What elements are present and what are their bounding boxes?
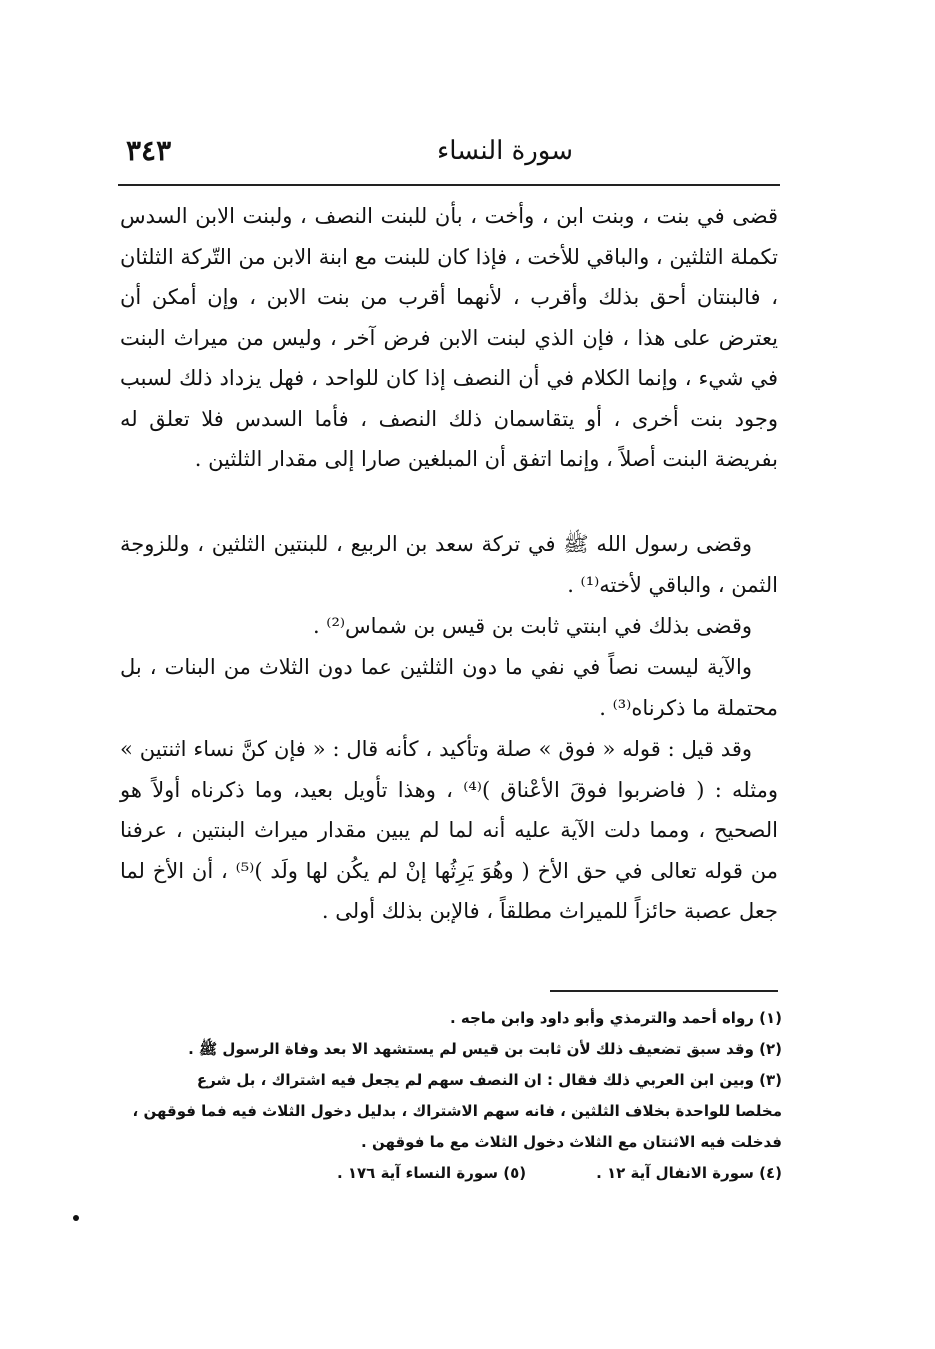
- footnote-divider: [550, 990, 778, 992]
- footnote-5: (٥) سورة النساء آية ١٧٦ .: [336, 1164, 527, 1182]
- footnote-3-line: (٣) وبين ابن العربي ذلك فقال : ان النصف سهم لم يجعل فيه اشتراك ، بل شرع: [196, 1071, 782, 1089]
- paragraph: والآية ليست نصاً في نفي ما دون الثلثين عما دون الثلاث من البنات ، بل محتملة ما ذكرناه⁽³⁾ .: [120, 655, 778, 720]
- footnote-2: (٢) وقد سبق تضعيف ذلك لأن ثابت بن قيس لم يستشهد الا بعد وفاة الرسول ﷺ .: [188, 1040, 782, 1058]
- page-number: ٣٤٣: [126, 134, 172, 167]
- paragraph: وقضى رسول الله ﷺ في تركة سعد بن الربيع ، للبنتين الثلثين ، وللزوجة الثمن ، والباقي لأخته⁽¹⁾ .: [120, 532, 778, 597]
- main-text: [120, 196, 778, 975]
- paragraph: قضى في بنت ، وبنت ابن ، وأخت ، بأن للبنت النصف ، ولبنت الابن السدس تكملة الثلثين ، والباقي للأخت ، فإذا كان للبنت مع ابنة الابن من التّركة الثلثان ، فالبنتان أحق بذلك وأقرب ، لأنهما أقرب من بنت الابن ، وإن أمكن أن يعترض على هذا ، فإن الذي لبنت الابن فرض آخر ، وليس من ميراث البنت في شيء ، وإنما الكلام في أن النصف إذا كان للواحد ، فهل يزداد ذلك لسبب وجود بنت أخرى ، أو يتقاسمان ذلك النصف ، فأما السدس فلا تعلق له بفريضة البنت أصلاً ، وإنما اتفق أن المبلغين صارا إلى مقدار الثلثين .: [120, 204, 778, 471]
- footnote-row: [112, 1158, 782, 1189]
- footnote-3-line: فدخلت فيه الاثنتان مع الثلاث دخول الثلاث مع ما فوقهن .: [361, 1133, 782, 1151]
- paragraph: وقد قيل : قوله « فوق » صلة وتأكيد ، كأنه قال : « فإن كنَّ نساء اثنتين » ومثله : ( فاضربوا فوقَ الأعْناق )⁽⁴⁾ ، وهذا تأويل بعيد، وما ذكرناه أولاً هو الصحيح ، ومما دلت الآية عليه أنه لما لم يبين مقدار ميراث البنتين ، عرفنا من قوله تعالى في حق الأخ ( وهُوَ يَرِثُها إنْ لم يكُن لها ولَد )⁽⁵⁾ ، أن الأخ لما جعل عصبة حائزاً للميراث مطلقاً ، فالإبن بذلك أولى .: [120, 737, 778, 923]
- page-header: [118, 134, 778, 174]
- paragraph: وقضى بذلك في ابنتي ثابت بن قيس بن شماس⁽²⁾ .: [312, 614, 752, 638]
- header-divider: [118, 184, 780, 186]
- footnote-4: (٤) سورة الانفال آية ١٢ .: [596, 1164, 782, 1182]
- sura-title: سورة النساء: [437, 136, 573, 166]
- footnote-3-line: مخلصا للواحدة بخلاف الثلثين ، فانه سهم الاشتراك ، بدليل دخول الثلاث فيه فما فوقهن ،: [132, 1102, 782, 1120]
- footnotes: [112, 1003, 782, 1189]
- page-mark-dot: [73, 1215, 79, 1221]
- footnote-1: (١) رواه أحمد والترمذي وأبو داود وابن ماجه .: [449, 1009, 782, 1027]
